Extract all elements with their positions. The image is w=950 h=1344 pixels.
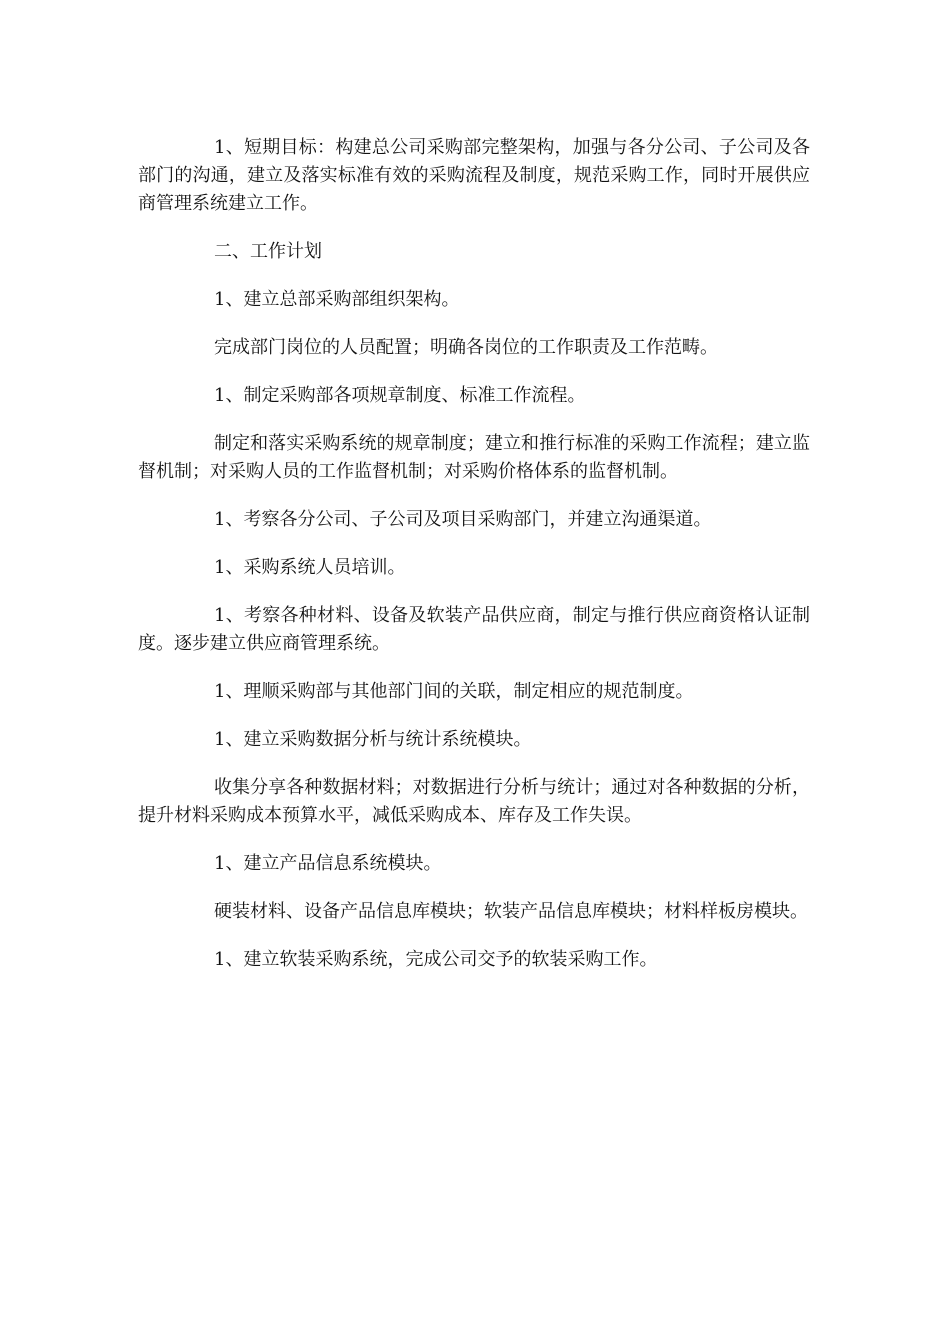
paragraph-item: 1、制定采购部各项规章制度、标准工作流程。 bbox=[214, 385, 586, 406]
paragraph-item: 1、建立软装采购系统，完成公司交予的软装采购工作。 bbox=[214, 949, 658, 970]
paragraph-item: 1、理顺采购部与其他部门间的关联，制定相应的规范制度。 bbox=[214, 681, 694, 702]
paragraph-detail: 硬装材料、设备产品信息库模块；软装产品信息库模块；材料样板房模块。 bbox=[214, 901, 808, 922]
paragraph-detail: 完成部门岗位的人员配置；明确各岗位的工作职责及工作范畴。 bbox=[214, 337, 718, 358]
paragraph-item: 1、建立总部采购部组织架构。 bbox=[214, 289, 460, 310]
paragraph-short-term-goal: 1、短期目标：构建总公司采购部完整架构，加强与各分公司、子公司及各部门的沟通，建立及落实标准有效的采购流程及制度，规范采购工作，同时开展供应商管理系统建立工作。 bbox=[138, 137, 810, 214]
paragraph-item: 1、建立采购数据分析与统计系统模块。 bbox=[214, 729, 532, 750]
paragraph-detail: 收集分享各种数据材料；对数据进行分析与统计；通过对各种数据的分析，提升材料采购成本预算水平，减低采购成本、库存及工作失误。 bbox=[138, 777, 810, 826]
paragraph-item: 1、考察各种材料、设备及软装产品供应商，制定与推行供应商资格认证制度。逐步建立供应商管理系统。 bbox=[138, 605, 810, 654]
heading-work-plan: 二、工作计划 bbox=[214, 241, 322, 262]
paragraph-item: 1、建立产品信息系统模块。 bbox=[214, 853, 442, 874]
paragraph-item: 1、考察各分公司、子公司及项目采购部门，并建立沟通渠道。 bbox=[214, 509, 712, 530]
document-page bbox=[138, 134, 810, 994]
paragraph-item: 1、采购系统人员培训。 bbox=[214, 557, 406, 578]
paragraph-detail: 制定和落实采购系统的规章制度；建立和推行标准的采购工作流程；建立监督机制；对采购人员的工作监督机制；对采购价格体系的监督机制。 bbox=[138, 433, 810, 482]
